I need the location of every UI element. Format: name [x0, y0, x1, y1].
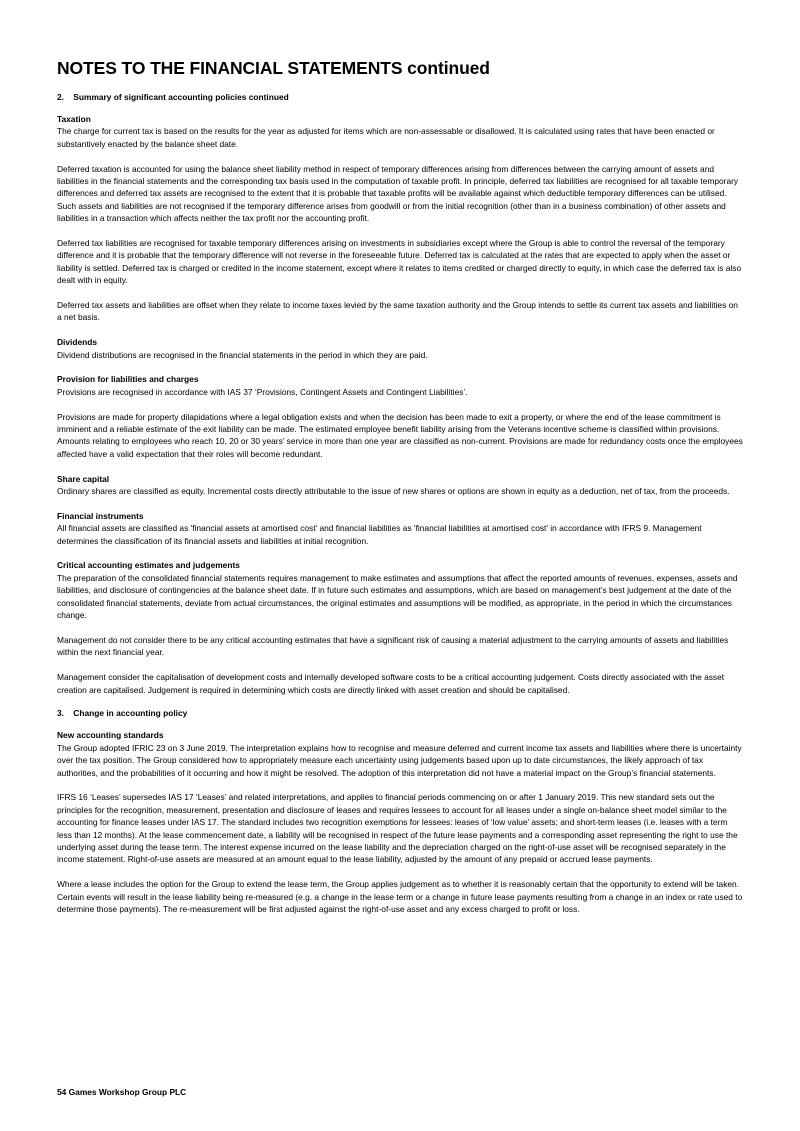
- financial-instruments-paragraph: All financial assets are classified as 'financial assets at amortised cost' and financial liabilities as 'financial liabilities at amortised cost' in accordance with IFRS 9. Management determines the classification of its financial assets and liabilities at initial recognition.: [57, 523, 702, 546]
- new-standards-heading: New accounting standards: [57, 730, 164, 741]
- share-capital-block: [57, 473, 743, 498]
- taxation-paragraph-3: Deferred tax liabilities are recognised for taxable temporary differences arising on investments in subsidiaries except where the Group is able to control the reversal of the temporary difference and it is probable that the temporary difference will not reverse in the foreseeable future. Deferred tax is calculated at the rates that are expected to apply when the asset or liability is settled. Deferred tax is charged or credited in the income statement, except where it relates to items credited or charged directly to equity, in which case the deferred tax is also dealt with in equity.: [57, 238, 742, 286]
- new-standards-block: [57, 729, 743, 915]
- taxation-heading: Taxation: [57, 114, 91, 124]
- financial-instruments-heading: Financial instruments: [57, 510, 144, 521]
- dividends-heading: Dividends: [57, 337, 98, 348]
- taxation-block: [57, 113, 743, 324]
- dividends-block: [57, 336, 743, 361]
- share-capital-paragraph: Ordinary shares are classified as equity. Incremental costs directly attributable to the issue of new shares or options are shown in equity as a deduction, net of tax, from the proceeds.: [57, 486, 730, 497]
- page-footer: 54 Games Workshop Group PLC: [57, 1087, 187, 1097]
- dividends-paragraph: Dividend distributions are recognised in the financial statements in the period in which they are paid.: [57, 349, 428, 360]
- new-standards-paragraph-2: IFRS 16 ‘Leases’ supersedes IAS 17 ‘Leases’ and related interpretations, and applies to financial periods commencing on or after 1 January 2019. This new standard sets out the principles for the recognition, measurement, presentation and disclosure of leases and requires lessees to account for all leases under a single on-balance sheet model similar to the accounting for finance leases under IAS 17. The standard includes two recognition exemptions for lessees: leases of ‘low value’ assets; and short-term leases (i.e. leases with a term less than 12 months). At the lease commencement date, a liability will be recognised in respect of the future lease payments and a corresponding asset representing the right to use the underlying asset during the lease term. The interest expense incurred on the lease liability and the depreciation charged on the right-of-use asset will be recognised separately in the income statement. Right-of-use assets are measured at an amount equal to the lease liability, adjusted by the amount of any prepaid or accrued lease payments.: [57, 792, 738, 865]
- share-capital-heading: Share capital: [57, 473, 110, 484]
- taxation-paragraph-1: The charge for current tax is based on the results for the year as adjusted for items which are non-assessable or disallowed. It is calculated using rates that have been enacted or substantively enacted by the balance sheet date.: [57, 126, 715, 149]
- critical-estimates-paragraph-2: Management do not consider there to be any critical accounting estimates that have a significant risk of causing a material adjustment to the carrying amounts of assets and liabilities within the next financial year.: [57, 634, 729, 658]
- section-3-heading: 3. Change in accounting policy: [57, 708, 188, 719]
- provisions-paragraph-2: Provisions are made for property dilapidations where a legal obligation exists and when the decision has been made to exit a property, or where the end of the lease commitment is imminent and a reliable estimate of the exit liability can be made. The estimated employee benefit liability arising from the Veterans incentive scheme is classified within provisions. Amounts relating to employees who reach 10, 20 or 30 years’ service in more than one year are classified as non-current. Provisions are made for redundancy costs once the employees affected have a valid expectation that their roles will become redundant.: [57, 411, 743, 459]
- new-standards-paragraph-1: The Group adopted IFRIC 23 on 3 June 2019. The interpretation explains how to recognise and measure deferred and current income tax assets and liabilities where there is uncertainty over the tax position. The Group considered how to appropriately measure each uncertainty using judgements based upon up to date circumstances, the likely approach of tax authorities, and the probabilities of it occurring and how it might be resolved. The adoption of this interpretation did not have a material impact on the Group’s financial statements.: [57, 742, 742, 778]
- section-2-heading: 2. Summary of significant accounting policies continued: [57, 92, 289, 102]
- document-page: [57, 58, 743, 915]
- provisions-block: [57, 373, 743, 460]
- new-standards-paragraph-3: Where a lease includes the option for the Group to extend the lease term, the Group applies judgement as to whether it is reasonably certain that the opportunity to extend will be taken. Certain events will result in the lease liability being re-measured (e.g. a change in the lease term or a change in future lease payments resulting from a change in an index or rate used to determine those payments). The re-measurement will be first adjusted against the right-of-use asset and any excess charged to profit or loss.: [57, 879, 743, 914]
- critical-estimates-paragraph-3: Management consider the capitalisation of development costs and internally developed software costs to be a critical accounting judgement. Costs directly associated with the asset creation are capitalised. Judgement is required in determining which costs are directly linked with asset creation and should be capitalised.: [57, 672, 725, 695]
- critical-estimates-heading: Critical accounting estimates and judgements: [57, 560, 240, 571]
- provisions-heading: Provision for liabilities and charges: [57, 374, 199, 385]
- financial-instruments-block: [57, 510, 743, 547]
- taxation-paragraph-4: Deferred tax assets and liabilities are offset when they relate to income taxes levied by the same taxation authority and the Group intends to settle its current tax assets and liabilities on a net basis.: [57, 300, 738, 323]
- provisions-paragraph-1: Provisions are recognised in accordance with IAS 37 ‘Provisions, Contingent Assets and Contingent Liabilities’.: [57, 386, 468, 397]
- page-title: NOTES TO THE FINANCIAL STATEMENTS continued: [57, 58, 490, 78]
- taxation-paragraph-2: Deferred taxation is accounted for using the balance sheet liability method in respect of temporary differences arising from differences between the carrying amount of assets and liabilities in the financial statements and the corresponding tax basis used in the computation of taxable profit. In principle, deferred tax liabilities are recognised for all taxable temporary differences and deferred tax assets are recognised to the extent that it is probable that taxable profits will be available against which deductible temporary differences can be utilised. Such assets and liabilities are not recognised if the temporary difference arises from goodwill or from the initial recognition (other than in a business combination) of other assets and liabilities in a transaction which affects neither the tax profit nor the accounting profit.: [57, 163, 739, 224]
- critical-estimates-paragraph-1: The preparation of the consolidated financial statements requires management to make estimates and assumptions that affect the reported amounts of revenues, expenses, assets and liabilities, and disclosure of contingencies at the balance sheet date. If in future such estimates and assumptions, which are based on management’s best judgement at the date of the consolidated financial statements, deviate from actual circumstances, the original estimates and assumptions will be modified, as appropriate, in the period in which the circumstances change.: [57, 572, 738, 621]
- critical-estimates-block: [57, 559, 743, 695]
